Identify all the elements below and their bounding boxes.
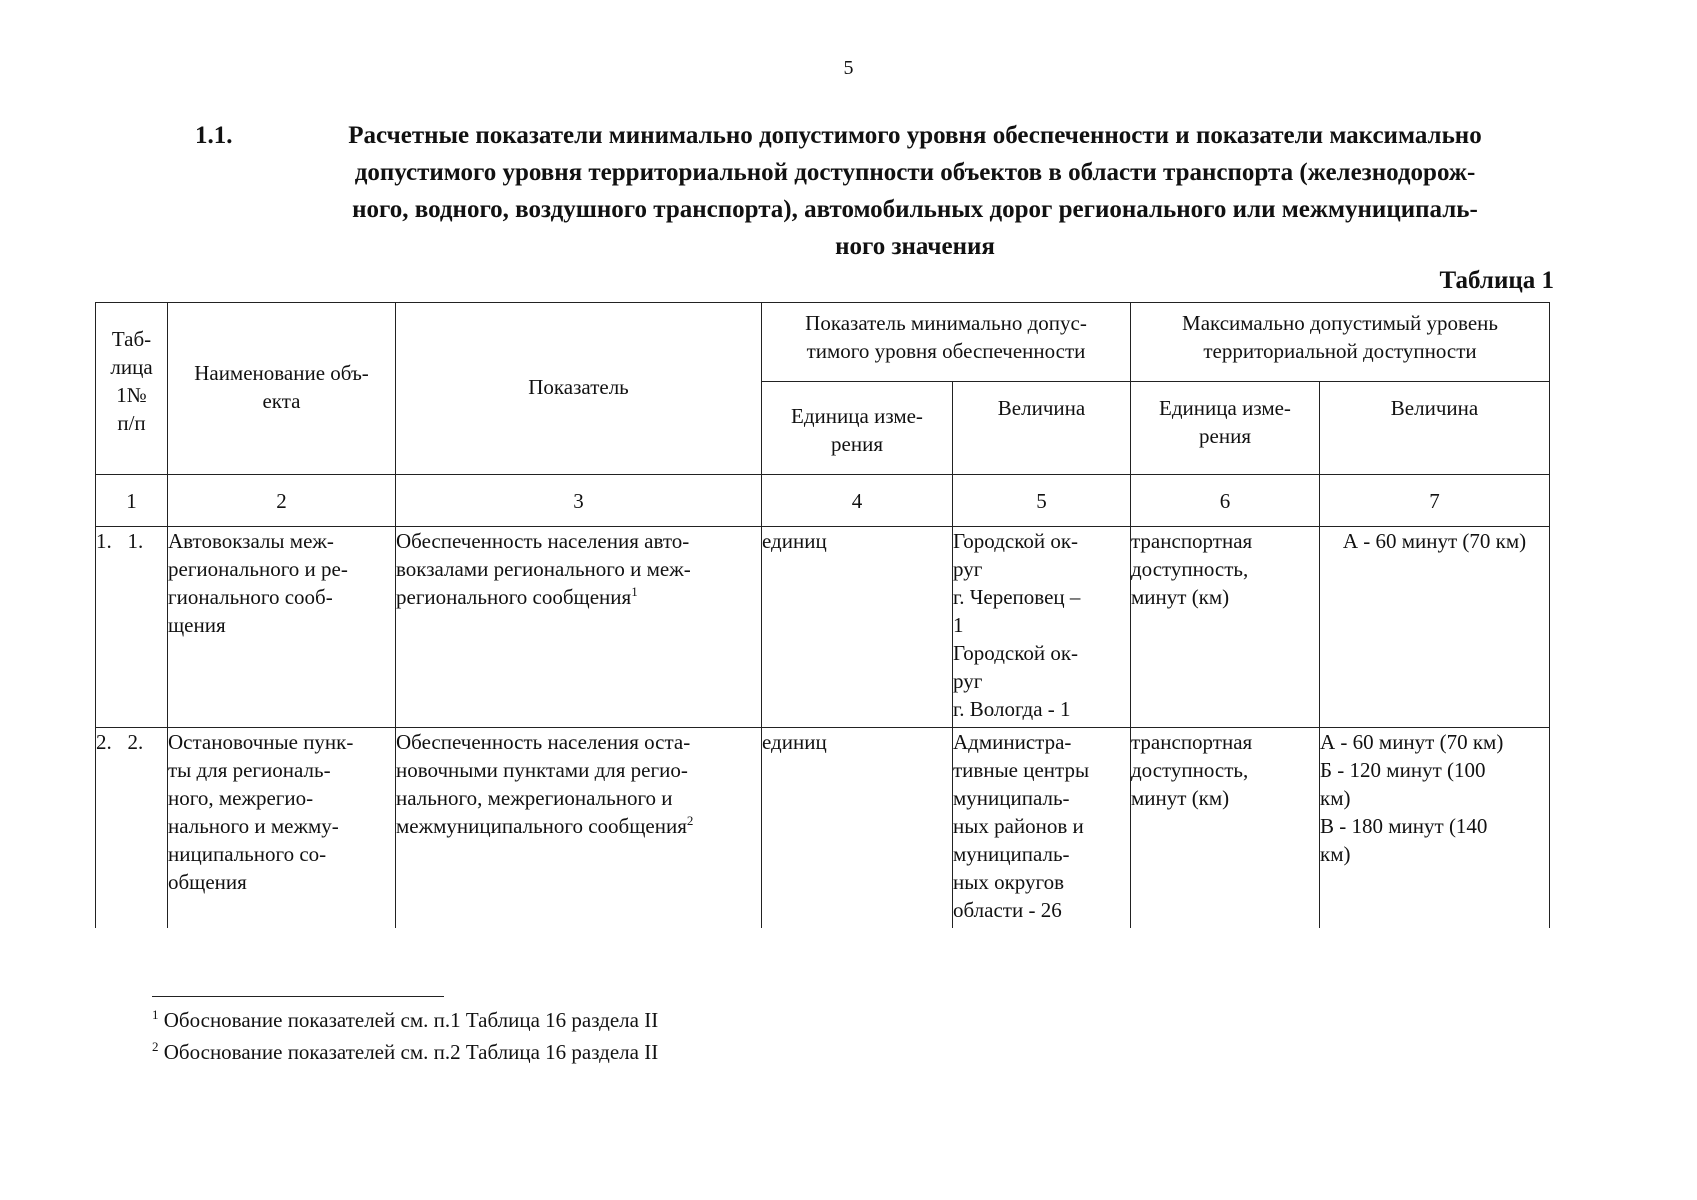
cell-line: ты для региональ- — [168, 758, 331, 782]
table-row — [96, 728, 1550, 929]
footnote — [152, 1038, 658, 1066]
cell-line: муниципаль- — [953, 842, 1070, 866]
cell-line: общения — [168, 870, 247, 894]
cell-line: В - 180 минут (140 — [1320, 814, 1488, 838]
cell-line: вокзалами регионального и меж- — [396, 557, 691, 581]
indicator — [396, 527, 762, 728]
cell-line: ниципального со- — [168, 842, 327, 866]
cell-text: регионального сообщения — [396, 585, 632, 609]
header-text: Единица изме- — [1159, 396, 1291, 420]
value-max — [1320, 527, 1550, 728]
footnote-ref: 2 — [686, 813, 694, 828]
cell-line: Автовокзалы меж- — [168, 529, 334, 553]
object-name — [168, 728, 396, 929]
header-unit-min — [762, 382, 953, 475]
header-text: 1№ — [116, 383, 147, 407]
indicators-table — [95, 302, 1550, 928]
footnote-ref: 1 — [631, 584, 638, 599]
header-object-name — [168, 303, 396, 475]
unit-max — [1131, 728, 1320, 929]
header-text: Максимально допустимый уровень — [1182, 311, 1498, 335]
cell-line: руг — [953, 669, 983, 693]
section-title-line: ного значения — [835, 233, 995, 260]
header-value-max — [1320, 382, 1550, 475]
header-text: п/п — [117, 411, 146, 435]
header-min-provision — [762, 303, 1131, 382]
cell-line: Городской ок- — [953, 641, 1079, 665]
cell-line: Администра- — [953, 730, 1072, 754]
column-number: 7 — [1320, 475, 1550, 527]
page-number: 5 — [843, 57, 854, 79]
row-number: 1. 1. — [96, 527, 168, 728]
cell-line: г. Череповец – — [953, 585, 1081, 609]
cell-line: Б - 120 минут (100 — [1320, 758, 1486, 782]
cell-line: минут (км) — [1131, 786, 1230, 810]
section-title-line: Расчетные показатели минимально допустимого уровня обеспеченности и показатели максимально — [348, 122, 1482, 149]
cell-line: минут (км) — [1131, 585, 1230, 609]
cell-line: тивные центры — [953, 758, 1090, 782]
cell-line: доступность, — [1131, 557, 1249, 581]
cell-line: области - 26 — [953, 898, 1062, 922]
table-header-row — [96, 303, 1550, 382]
header-value-min — [953, 382, 1131, 475]
cell-line: км) — [1320, 786, 1351, 810]
cell-line: регионального и ре- — [168, 557, 348, 581]
cell-line: Городской ок- — [953, 529, 1079, 553]
cell-line: 1 — [953, 613, 964, 637]
column-number: 6 — [1131, 475, 1320, 527]
indicator — [396, 728, 762, 929]
cell-line: нального и межму- — [168, 814, 339, 838]
footnote-text: Обоснование показателей см. п.2 Таблица 16 раздела II — [163, 1040, 659, 1064]
cell-line: ных районов и — [953, 814, 1084, 838]
header-text: Таб- — [111, 327, 152, 351]
cell-line: Обеспеченность населения авто- — [396, 529, 690, 553]
unit-min: единиц — [762, 527, 953, 728]
cell-line: доступность, — [1131, 758, 1249, 782]
header-text: Величина — [1390, 396, 1479, 420]
cell-line: г. Вологда - 1 — [953, 697, 1071, 721]
cell-line: щения — [168, 613, 226, 637]
section-title-line: допустимого уровня территориальной доступности объектов в области транспорта (железнодорож- — [354, 159, 1476, 186]
cell-line: А - 60 минут (70 км) — [1342, 529, 1527, 553]
row-number: 2. 2. — [96, 728, 168, 929]
cell-line: Обеспеченность населения оста- — [396, 730, 691, 754]
footnote-mark: 2 — [152, 1039, 159, 1054]
cell-text: межмуниципального сообщения — [396, 814, 687, 838]
unit-max — [1131, 527, 1320, 728]
cell-line: Остановочные пунк- — [168, 730, 354, 754]
column-number-row — [96, 475, 1550, 527]
cell-line: км) — [1320, 842, 1351, 866]
unit-min: единиц — [762, 728, 953, 929]
cell-line: новочными пунктами для регио- — [396, 758, 688, 782]
cell-line: руг — [953, 557, 983, 581]
cell-line: муниципаль- — [953, 786, 1070, 810]
value-min — [953, 728, 1131, 929]
value-max — [1320, 728, 1550, 929]
cell-line — [396, 812, 761, 840]
header-text: рения — [831, 432, 883, 456]
section-title — [270, 117, 1560, 265]
cell-line: нального, межрегионального и — [396, 786, 673, 810]
header-text: тимого уровня обеспеченности — [806, 339, 1086, 363]
section-title-line: ного, водного, воздушного транспорта), автомобильных дорог регионального или межмуниципаль- — [352, 196, 1478, 223]
header-text: Наименование объ- — [194, 361, 369, 385]
footnote-separator — [152, 996, 444, 997]
header-max-accessibility — [1131, 303, 1550, 382]
header-text: Показатель — [528, 375, 629, 399]
header-unit-max — [1131, 382, 1320, 475]
header-text: Показатель минимально допус- — [805, 311, 1087, 335]
cell-line: ных округов — [953, 870, 1065, 894]
header-text: территориальной доступности — [1203, 339, 1477, 363]
header-row-number — [96, 303, 168, 475]
header-text: лица — [110, 355, 153, 379]
header-text: рения — [1199, 424, 1251, 448]
footnote-text: Обоснование показателей см. п.1 Таблица 16 раздела II — [163, 1008, 659, 1032]
header-indicator — [396, 303, 762, 475]
column-number: 1 — [96, 475, 168, 527]
table-caption: Таблица 1 — [1439, 267, 1554, 294]
cell-line: ного, межрегио- — [168, 786, 314, 810]
footnote — [152, 1006, 658, 1034]
column-number: 5 — [953, 475, 1131, 527]
table-row — [96, 527, 1550, 728]
cell-line: гионального сооб- — [168, 585, 333, 609]
section-number: 1.1. — [195, 122, 233, 149]
header-text: Величина — [997, 396, 1086, 420]
object-name — [168, 527, 396, 728]
footnote-mark: 1 — [152, 1007, 159, 1022]
column-number: 2 — [168, 475, 396, 527]
cell-line: транспортная — [1131, 730, 1253, 754]
cell-line — [396, 583, 761, 611]
header-text: Единица изме- — [791, 404, 923, 428]
column-number: 3 — [396, 475, 762, 527]
value-min — [953, 527, 1131, 728]
header-text: екта — [262, 389, 301, 413]
column-number: 4 — [762, 475, 953, 527]
cell-line: А - 60 минут (70 км) — [1320, 730, 1504, 754]
cell-line: транспортная — [1131, 529, 1253, 553]
